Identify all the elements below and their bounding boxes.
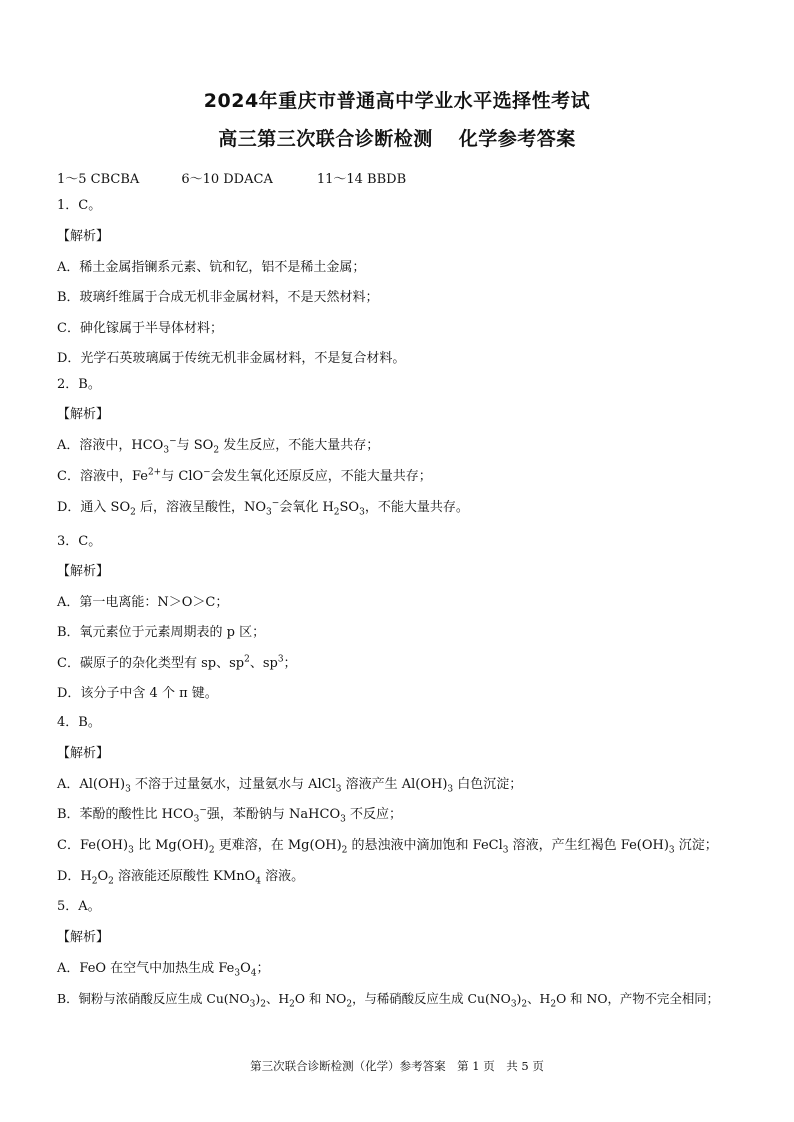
analysis-line: B．铜粉与浓硝酸反应生成 $Cu(NO_3)_2$、$H_2O$ 和 $NO_2$，与稀硝酸反应生成 $Cu(NO_3)_2$、$H_2O$ 和 NO，产物不完全相同；: [57, 991, 720, 1010]
analysis-line: D．该分子中含 4 个 π 键。: [57, 686, 218, 701]
analysis-label: 【解析】: [57, 564, 110, 579]
question-number: 5．A。: [57, 899, 101, 914]
analysis-label: 【解析】: [57, 930, 110, 945]
answer-group-3: 11～14 BBDB: [316, 172, 407, 187]
analysis-line: B．苯酚的酸性比 $HCO_3^-$强，苯酚钠与 NaHCO$_3$ 不反应；: [57, 805, 402, 825]
analysis-line: C．砷化镓属于半导体材料；: [57, 321, 223, 336]
answer-key: [57, 168, 406, 187]
analysis-line: C．$Fe(OH)_3$ 比 $Mg(OH)_2$ 更难溶，在 $Mg(OH)_2$ 的悬浊液中滴加饱和 FeCl$_3$ 溶液，产生红褐色 $Fe(OH)_3$ 沉淀；: [57, 838, 718, 856]
page-title: 2024年重庆市普通高中学业水平选择性考试: [203, 90, 591, 112]
analysis-line: D．$H_2O_2$ 溶液能还原酸性 KMnO$_4$ 溶液。: [57, 869, 305, 887]
analysis-line: B．氧元素位于元素周期表的 p 区；: [57, 625, 266, 640]
analysis-line: A．$Al(OH)_3$ 不溶于过量氨水，过量氨水与 AlCl$_3$ 溶液产生 $Al(OH)_3$ 白色沉淀；: [57, 777, 523, 795]
analysis-label: 【解析】: [57, 229, 110, 244]
analysis-line: D．光学石英玻璃属于传统无机非金属材料，不是复合材料。: [57, 351, 406, 366]
question-number: 1．C。: [57, 198, 102, 213]
subtitle-exam: 高三第三次联合诊断检测: [218, 128, 433, 150]
question-number: 3．C。: [57, 534, 102, 549]
analysis-line: D．通入 $SO_2$ 后，溶液呈酸性，$NO_3^-$会氧化 $H_2SO_3$，不能大量共存。: [57, 498, 469, 518]
analysis-line: A．FeO 在空气中加热生成 $Fe_3O_4$；: [57, 961, 270, 979]
analysis-label: 【解析】: [57, 407, 110, 422]
analysis-line: A．稀土金属指镧系元素、钪和钇，铝不是稀土金属；: [57, 260, 366, 275]
question-number: 2．B。: [57, 377, 101, 392]
analysis-line: C．溶液中，$Fe^{2+}$与 ClO−会发生氧化还原反应，不能大量共存；: [57, 467, 432, 484]
question-number: 4．B。: [57, 715, 101, 730]
analysis-line: B．玻璃纤维属于合成无机非金属材料，不是天然材料；: [57, 290, 379, 305]
answer-group-1: 1～5 CBCBA: [57, 172, 140, 187]
analysis-line: A．第一电离能：N＞O＞C；: [57, 595, 229, 610]
analysis-label: 【解析】: [57, 746, 110, 761]
page-footer: 第三次联合诊断检测（化学）参考答案 第 1 页 共 5 页: [250, 1059, 544, 1073]
answer-group-2: 6～10 DDACA: [181, 172, 273, 187]
analysis-line: A．溶液中，$HCO_3^-$与 $SO_2$ 发生反应，不能大量共存；: [57, 436, 380, 456]
subtitle-subject: 化学参考答案: [458, 128, 576, 150]
page-subtitle: [0, 124, 794, 151]
analysis-line: C．碳原子的杂化类型有 sp、$sp^2$、$sp^3$；: [57, 654, 297, 671]
